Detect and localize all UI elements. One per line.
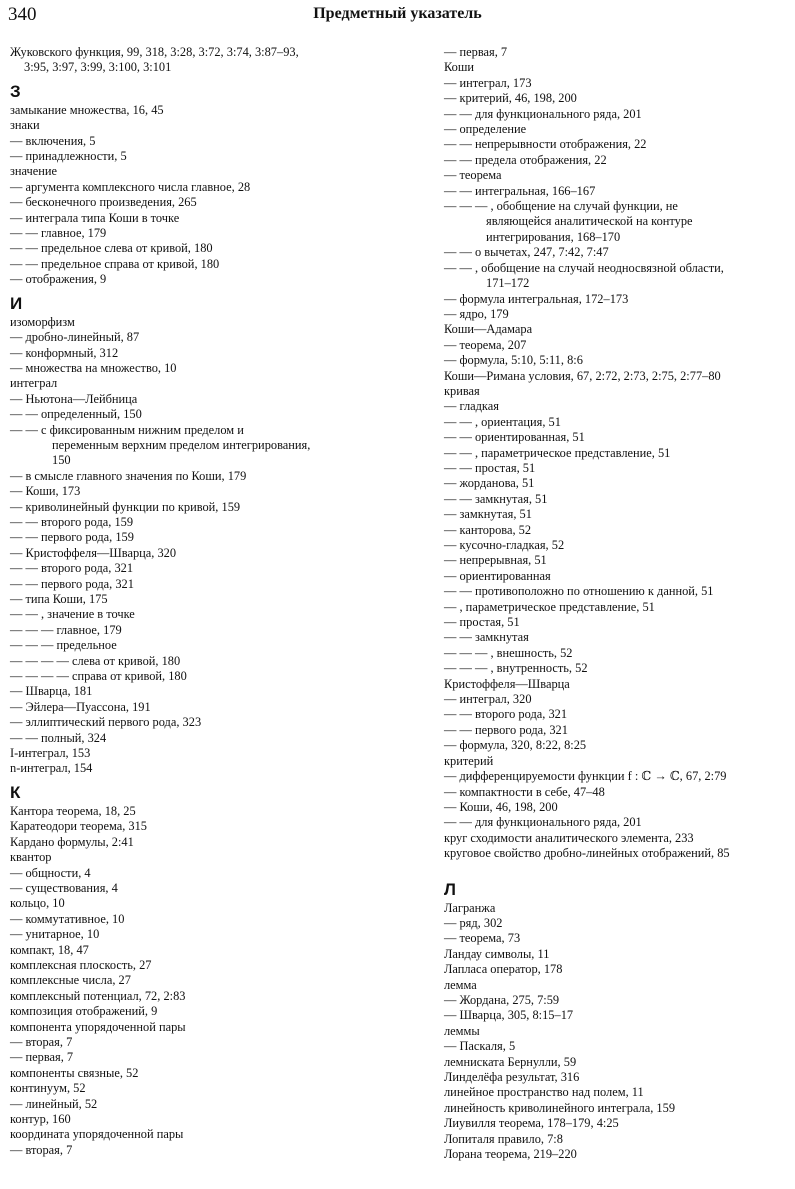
section-letter: З: [10, 81, 21, 101]
index-entry: — интеграла типа Коши в точке: [10, 210, 180, 225]
index-entry: — — о вычетах, 247, 7:42, 7:47: [444, 245, 609, 260]
index-entry: критерий: [444, 753, 494, 768]
index-entry: — типа Коши, 175: [10, 592, 108, 606]
index-entry: — канторова, 52: [444, 522, 532, 537]
index-entry: — — предельное справа от кривой, 180: [10, 256, 220, 271]
index-entry: Коши—Адамара: [444, 322, 533, 337]
index-entry: знаки: [10, 118, 40, 133]
index-entry: — — замкнутая: [444, 630, 529, 645]
index-entry: — Коши, 173: [10, 484, 81, 499]
index-entry: — включения, 5: [10, 133, 96, 148]
index-entry: — — интегральная, 166–167: [444, 183, 596, 198]
index-entry-continuation: 171–172: [486, 276, 530, 291]
index-entry: — формула, 320, 8:22, 8:25: [444, 738, 587, 753]
index-entry: — определение: [444, 122, 527, 137]
index-entry: — непрерывная, 51: [444, 553, 547, 568]
index-entry: контур, 160: [10, 1112, 71, 1126]
index-entry: Ландау символы, 11: [444, 946, 550, 961]
index-entry: круговое свойство дробно-линейных отображений, 85: [444, 846, 730, 861]
index-entry: — — непрерывности отображения, 22: [444, 137, 647, 152]
index-entry: кольцо, 10: [10, 896, 65, 911]
index-entry: — теорема: [444, 168, 502, 183]
index-entry: n-интеграл, 154: [10, 761, 93, 776]
index-entry: — эллиптический первого рода, 323: [10, 715, 202, 730]
index-entry: — вторая, 7: [10, 1034, 73, 1049]
index-entry: — критерий, 46, 198, 200: [444, 91, 577, 106]
index-entry: — — предела отображения, 22: [444, 152, 607, 167]
index-entry: комплексный потенциал, 72, 2:83: [10, 988, 186, 1003]
index-entry: кривая: [444, 383, 480, 398]
index-entry: — — — , внутренность, 52: [444, 661, 588, 676]
index-column-left: [10, 45, 400, 1158]
index-entry: — первая, 7: [444, 45, 508, 59]
index-entry: — кусочно-гладкая, 52: [444, 538, 565, 552]
index-entry: Жуковского функция, 99, 318, 3:28, 3:72, 3:74, 3:87–93,: [10, 45, 299, 59]
index-entry: лемма: [444, 977, 477, 992]
index-entry: — — с фиксированным нижним пределом и: [10, 422, 244, 437]
index-entry: — коммутативное, 10: [10, 911, 125, 926]
index-entry: — аргумента комплексного числа главное, 28: [10, 179, 251, 194]
index-entry: компакт, 18, 47: [10, 942, 89, 957]
index-entry: — Эйлера—Пуассона, 191: [10, 699, 151, 714]
index-entry: — — второго рода, 321: [444, 707, 568, 722]
index-entry: — Ньютона—Лейбница: [10, 391, 138, 406]
index-entry: леммы: [444, 1023, 480, 1038]
index-entry: — Шварца, 181: [10, 684, 93, 699]
index-entry: комплексные числа, 27: [10, 973, 131, 988]
index-entry: Лапласа оператор, 178: [444, 962, 563, 977]
index-entry: — — — — слева от кривой, 180: [10, 653, 181, 668]
index-entry: — ядро, 179: [444, 306, 509, 321]
index-entry: линейность криволинейного интеграла, 159: [444, 1100, 676, 1115]
index-entry: — теорема, 207: [444, 337, 527, 352]
index-entry: — Паскаля, 5: [444, 1039, 516, 1054]
index-entry: — — , параметрическое представление, 51: [444, 445, 671, 460]
index-entry: — принадлежности, 5: [10, 149, 127, 164]
index-entry: — вторая, 7: [10, 1142, 73, 1157]
index-entry: — простая, 51: [444, 615, 520, 630]
index-entry-continuation: 3:95, 3:97, 3:99, 3:100, 3:101: [24, 60, 172, 75]
index-entry: — конформный, 312: [10, 345, 119, 360]
index-entry: — унитарное, 10: [10, 927, 100, 942]
index-entry: замыкание множества, 16, 45: [10, 102, 164, 117]
section-gap: [444, 862, 792, 874]
index-entry: континуум, 52: [10, 1081, 86, 1096]
page-title: Предметный указатель: [313, 5, 482, 22]
index-entry: — компактности в себе, 47–48: [444, 784, 605, 799]
index-entry: компонента упорядоченной пары: [10, 1019, 186, 1034]
index-entry: — существования, 4: [10, 880, 118, 895]
index-entry: — Коши, 46, 198, 200: [444, 799, 558, 814]
section-letter: К: [10, 782, 21, 802]
index-entry: — бесконечного произведения, 265: [10, 195, 197, 210]
index-entry: — ряд, 302: [444, 915, 503, 930]
index-entry: — теорема, 73: [444, 931, 521, 946]
index-entry: изоморфизм: [10, 314, 75, 329]
index-entry: — — противоположно по отношению к данной, 51: [444, 584, 714, 599]
index-entry: — Шварца, 305, 8:15–17: [444, 1008, 574, 1023]
index-entry: — — главное, 179: [10, 226, 107, 241]
index-entry: — — первого рода, 159: [10, 530, 134, 545]
index-entry: — формула интегральная, 172–173: [444, 291, 629, 306]
index-entry: координата упорядоченной пары: [10, 1127, 184, 1142]
index-entry: — Кристоффеля—Шварца, 320: [10, 545, 177, 560]
index-entry: значение: [10, 164, 58, 179]
index-entry-continuation: переменным верхним пределом интегрирования,: [52, 437, 311, 452]
index-entry: Лагранжа: [444, 900, 496, 915]
index-entry: Лопиталя правило, 7:8: [444, 1131, 563, 1146]
index-entry: — — определенный, 150: [10, 407, 142, 422]
index-entry: — ориентированная: [444, 568, 551, 583]
index-entry: линейное пространство над полем, 11: [444, 1085, 644, 1100]
index-entry: — замкнутая, 51: [444, 507, 532, 522]
index-entry: — — — — справа от кривой, 180: [10, 669, 187, 684]
index-entry: — — предельное слева от кривой, 180: [10, 241, 213, 256]
index-entry-continuation: интегрирования, 168–170: [486, 229, 621, 244]
index-entry: — криволинейный функции по кривой, 159: [10, 499, 241, 514]
index-entry: — — для функционального ряда, 201: [444, 815, 642, 830]
index-entry: — , параметрическое представление, 51: [444, 599, 655, 614]
index-entry: — дифференцируемости функции f : ℂ → ℂ, 67, 2:79: [444, 769, 727, 784]
index-entry: — линейный, 52: [10, 1096, 98, 1111]
index-column-right: [444, 45, 792, 1162]
index-entry: — отображения, 9: [10, 272, 107, 287]
index-entry: — — — предельное: [10, 638, 117, 653]
index-entry: — — полный, 324: [10, 730, 107, 745]
index-entry-continuation: 150: [52, 453, 71, 468]
index-entry: — жорданова, 51: [444, 476, 535, 491]
index-entry: комплексная плоскость, 27: [10, 957, 152, 972]
index-entry: Кристоффеля—Шварца: [444, 676, 570, 691]
index-entry: — — для функционального ряда, 201: [444, 106, 642, 121]
index-entry: — — второго рода, 321: [10, 561, 134, 576]
index-entry: компоненты связные, 52: [10, 1065, 139, 1080]
index-entry: — — замкнутая, 51: [444, 491, 548, 506]
page-header: [8, 4, 787, 28]
index-entry: Коши—Римана условия, 67, 2:72, 2:73, 2:75, 2:77–80: [444, 368, 721, 383]
index-entry: — — ориентированная, 51: [444, 430, 585, 445]
index-entry: — Жордана, 275, 7:59: [444, 992, 560, 1007]
index-entry: — — второго рода, 159: [10, 514, 134, 529]
index-entry: круг сходимости аналитического элемента, 233: [444, 830, 694, 845]
index-entry: — в смысле главного значения по Коши, 179: [10, 468, 247, 483]
index-entry: I-интеграл, 153: [10, 746, 91, 761]
index-entry: — формула, 5:10, 5:11, 8:6: [444, 353, 583, 368]
index-entry: интеграл: [10, 376, 58, 391]
index-entry: Коши: [444, 60, 475, 75]
index-entry: — — , значение в точке: [10, 607, 135, 622]
index-entry: — — — , обобщение на случай функции, не: [444, 199, 678, 214]
index-entry: — интеграл, 173: [444, 75, 532, 90]
index-entry: — гладкая: [444, 399, 499, 414]
index-entry: — интеграл, 320: [444, 692, 532, 707]
index-entry: — дробно-линейный, 87: [10, 330, 140, 345]
index-entry: композиция отображений, 9: [10, 1004, 158, 1019]
section-letter: И: [10, 293, 23, 313]
index-entry: — — — , внешность, 52: [444, 645, 573, 660]
index-entry: Лиувилля теорема, 178–179, 4:25: [444, 1116, 619, 1131]
index-entry: — — первого рода, 321: [10, 576, 134, 591]
page-number: 340: [8, 4, 37, 25]
index-entry: Кардано формулы, 2:41: [10, 834, 134, 849]
index-entry: — — , ориентация, 51: [444, 414, 561, 429]
section-letter: Л: [444, 879, 456, 899]
index-entry: лемниската Бернулли, 59: [444, 1054, 577, 1069]
index-entry: — — простая, 51: [444, 460, 536, 475]
index-entry: квантор: [10, 850, 52, 865]
index-entry: — первая, 7: [10, 1050, 74, 1065]
index-entry: — — первого рода, 321: [444, 722, 568, 737]
index-entry: Каратеодори теорема, 315: [10, 819, 147, 834]
index-entry: — множества на множество, 10: [10, 360, 177, 375]
index-entry-continuation: являющейся аналитической на контуре: [486, 214, 693, 229]
index-entry: Кантора теорема, 18, 25: [10, 803, 136, 818]
index-entry: — общности, 4: [10, 865, 91, 880]
index-entry: — — — главное, 179: [10, 622, 122, 637]
index-entry: Линделёфа результат, 316: [444, 1070, 580, 1084]
index-entry: Лорана теорема, 219–220: [444, 1147, 577, 1162]
index-entry: — — , обобщение на случай неодносвязной области,: [444, 260, 724, 275]
